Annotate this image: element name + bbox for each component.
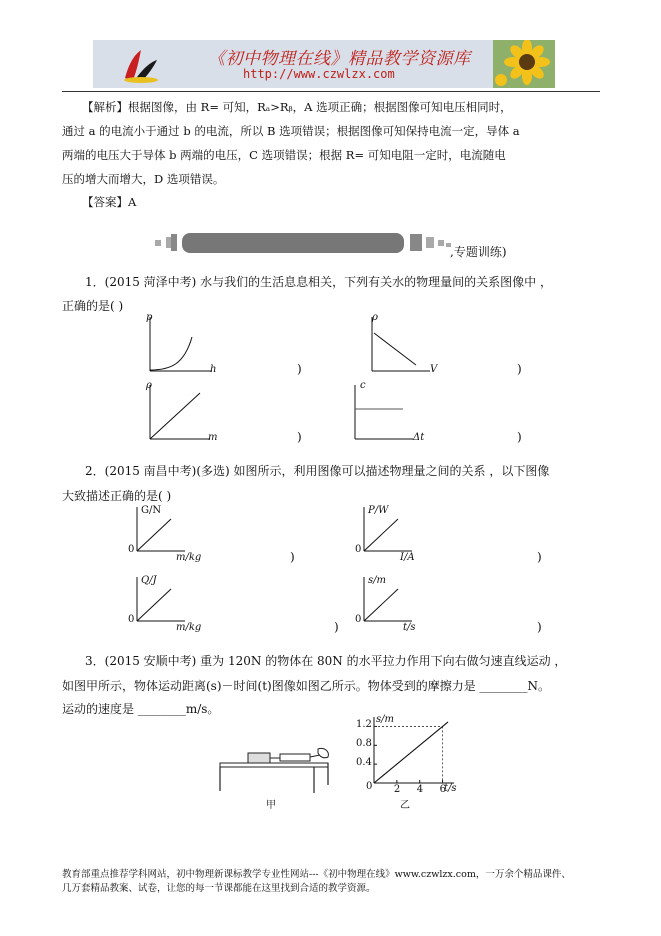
answer-text: 【答案】A: [82, 195, 137, 209]
q1-graph-b-xlabel: V: [430, 364, 438, 375]
q1-line-1: 1．(2015 菏泽中考) 水与我们的生活息息相关，下列有关水的物理量间的关系图像中 ，: [85, 275, 552, 289]
q2-graph-d: [352, 575, 422, 625]
q1-line-2: 正确的是( ): [62, 299, 124, 313]
analysis-line-2: 通过 a 的电流小于通过 b 的电流，所以 B 选项错误；根据图像可知保持电流一定，导体 a: [62, 124, 520, 138]
q2-line-1: 2．(2015 南昌中考)(多选) 如图所示，利用图像可以描述物理量之间的关系 ，以下图像: [85, 464, 550, 478]
footer-line-2: 几万套精品教案、试卷，让您的每一节课都能在这里找到合适的教学资源。: [62, 883, 376, 894]
section-bar: [182, 233, 404, 253]
q3-line-2: 如图甲所示，物体运动距离(s)－时间(t)图像如图乙所示。物体受到的摩擦力是 ________N。: [62, 679, 551, 693]
q1-graph-d-xlabel: Δt: [413, 432, 425, 443]
q2-graph-d-xlabel: t/s: [403, 622, 416, 633]
q1-graph-c-xlabel: m: [208, 432, 218, 443]
fig-yi-xtick-0: 2: [393, 784, 401, 795]
sunflower-icon: [493, 40, 555, 88]
logo-icon: [121, 46, 161, 84]
q2-graph-b-origin: 0: [355, 544, 362, 555]
q1-graph-d-ylabel: c: [360, 380, 366, 391]
q1-graph-a: [140, 315, 230, 375]
q1-graph-b-paren: ): [517, 362, 522, 376]
q2-graph-b-xlabel: I/A: [400, 552, 415, 563]
q1-graph-a-ylabel: p: [146, 312, 153, 323]
banner-title: 《初中物理在线》精品教学资源库: [208, 49, 471, 69]
q2-graph-c-paren: ): [334, 620, 339, 634]
q1-graph-c-paren: ): [297, 430, 302, 444]
analysis-line-4: 压的增大而增大，D 选项错误。: [62, 172, 225, 186]
fig-yi-ylabel: s/m: [376, 714, 394, 725]
q2-graph-c-ylabel: Q/J: [141, 575, 157, 586]
q2-graph-a-origin: 0: [128, 544, 135, 555]
fig-jia-table-illustration: [218, 735, 338, 795]
header-divider: [62, 91, 600, 92]
q2-graph-a-ylabel: G/N: [141, 505, 162, 516]
fig-yi-xtick-1: 4: [416, 784, 424, 795]
fig-yi-xtick-2: 6: [439, 784, 446, 795]
q1-graph-b: [362, 315, 452, 375]
q1-graph-a-xlabel: h: [210, 364, 217, 375]
q2-line-2: 大致描述正确的是( ): [62, 489, 172, 503]
header-banner: [93, 40, 555, 88]
analysis-line-3: 两端的电压大于导体 b 两端的电压，C 选项错误；根据 R= 可知电阻一定时，电流随电: [62, 148, 506, 162]
q2-graph-d-paren: ): [537, 620, 542, 634]
q3-line-1: 3．(2015 安顺中考) 重为 120N 的物体在 80N 的水平拉力作用下向右做匀速直线运动 ，: [85, 654, 567, 668]
q3-line-3: 运动的速度是 ________m/s。: [62, 702, 220, 716]
fig-yi-caption: 乙: [400, 800, 410, 811]
q1-graph-d-paren: ): [517, 430, 522, 444]
q2-graph-c-xlabel: m/kg: [176, 622, 202, 633]
q2-graph-d-ylabel: s/m: [368, 575, 386, 586]
q1-graph-b-ylabel: ρ: [372, 312, 378, 323]
footer-line-1: 教育部重点推荐学科网站，初中物理新课标教学专业性网站---《初中物理在线》www.czwlzx.com，一万余个精品课件、: [62, 869, 571, 880]
fig-yi-ytick-0: 0.4: [356, 757, 372, 769]
analysis-line-1: 【解析】根据图像，由 R= 可知，Rₐ>Rᵦ，A 选项正确；根据图像可知电压相同时，: [82, 100, 512, 114]
banner-url[interactable]: http://www.czwlzx.com: [243, 67, 395, 81]
section-label: ,专题训练): [450, 245, 507, 259]
q2-graph-a-paren: ): [290, 550, 295, 564]
fig-yi-ytick-2: 1.2: [356, 719, 372, 731]
q2-graph-b-paren: ): [537, 550, 542, 564]
q2-graph-b-ylabel: P/W: [368, 505, 389, 516]
fig-yi-xlabel: t/s: [444, 783, 457, 794]
q2-graph-c: [125, 575, 195, 625]
fig-jia-caption: 甲: [266, 800, 276, 811]
q1-graph-c-ylabel: ρ: [146, 380, 152, 391]
chart-series-line: [374, 722, 448, 783]
q2-graph-a-xlabel: m/kg: [176, 552, 202, 563]
fig-yi-ytick-1: 0.8: [356, 738, 372, 750]
q2-graph-d-origin: 0: [355, 614, 362, 625]
q2-graph-c-origin: 0: [128, 614, 135, 625]
q1-graph-a-paren: ): [297, 362, 302, 376]
fig-yi-origin: 0: [366, 781, 373, 792]
